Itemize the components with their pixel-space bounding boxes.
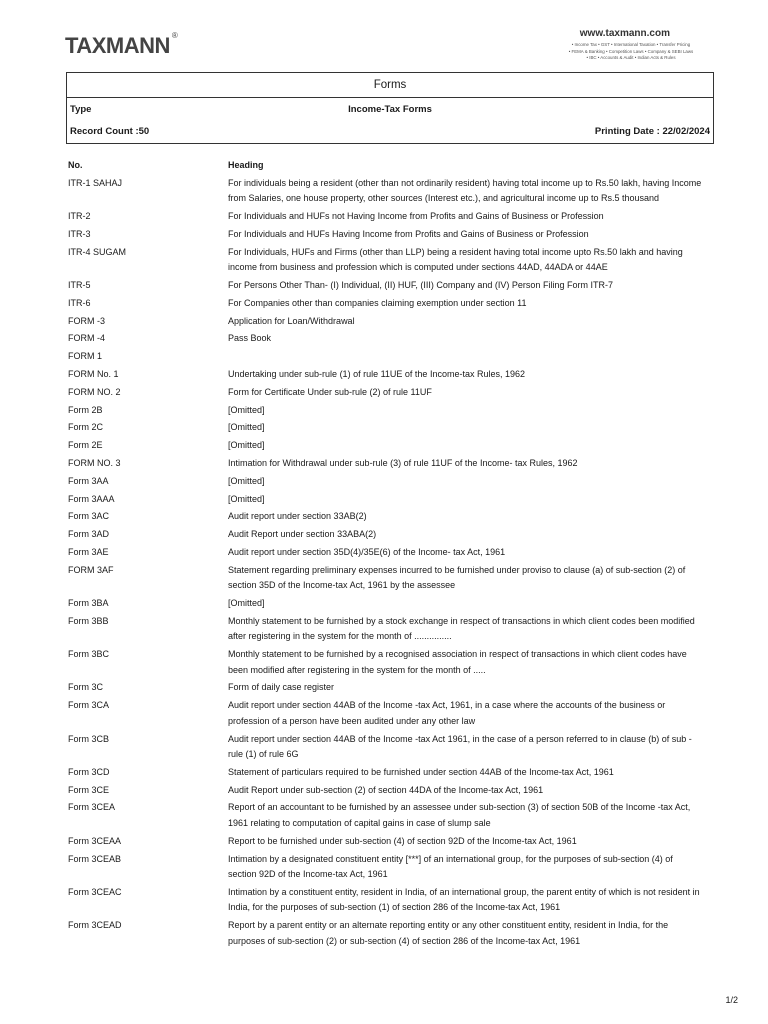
form-number: Form 3BC	[68, 649, 110, 660]
table-body	[68, 176, 702, 952]
logo-text: TAXMANN	[65, 33, 170, 58]
table-row	[68, 885, 702, 918]
form-number: Form 3CE	[68, 784, 110, 795]
page-number: 1/2	[725, 995, 738, 1005]
table-row	[68, 420, 702, 438]
forms-header-box	[66, 72, 714, 144]
table-row	[68, 800, 702, 833]
form-number: FORM 3AF	[68, 564, 114, 575]
table-row	[68, 456, 702, 474]
table-row	[68, 438, 702, 456]
printing-date: Printing Date : 22/02/2024	[594, 126, 710, 137]
form-number: Form 3CB	[68, 733, 110, 744]
form-number: FORM -4	[68, 333, 105, 344]
form-heading: Statement regarding preliminary expenses incurred to be furnished under proviso to clause (a) of sub-section (2) of section 35D of the Income-tax Act, 1961 by the assessee	[228, 564, 686, 591]
form-heading: For Persons Other Than- (I) Individual, (II) HUF, (III) Company and (IV) Person Filing Form ITR-7	[228, 279, 613, 290]
table-row	[68, 403, 702, 421]
form-number: ITR-5	[68, 279, 91, 290]
table-row	[68, 474, 702, 492]
form-heading: For individuals being a resident (other than not ordinarily resident) having total income up to Rs.50 lakh, having Income from Salaries, one house property, other sources (Interest etc.), and agricultural income up to Rs.5 thousand	[228, 177, 702, 204]
table-row	[68, 296, 702, 314]
form-number: Form 2C	[68, 422, 104, 433]
form-heading: Statement of particulars required to be furnished under section 44AB of the Income-tax Act, 1961	[228, 766, 614, 777]
form-number: Form 3AAA	[68, 493, 115, 504]
form-heading: Monthly statement to be furnished by a recognised association in respect of transactions in which client codes have been modified after registering in the system for the month of .....	[228, 649, 687, 675]
form-number: ITR-3	[68, 228, 91, 239]
table-row	[68, 614, 702, 647]
form-number: FORM 1	[68, 351, 103, 362]
form-number: Form 3CEAA	[68, 835, 122, 846]
form-heading: [Omitted]	[228, 440, 265, 451]
table-row	[68, 509, 702, 527]
form-number: ITR-2	[68, 211, 91, 222]
table-row	[68, 385, 702, 403]
form-heading: Report by a parent entity or an alternate reporting entity or any other constituent entity, resident in India, for the purposes of sub-section (2) or sub-section (4) of section 286 of the Income-tax Act, 1961	[228, 920, 669, 946]
table-row	[68, 732, 702, 765]
table-row	[68, 834, 702, 852]
table-row	[68, 209, 702, 227]
taxmann-logo	[65, 33, 177, 59]
table-row	[68, 176, 702, 209]
form-heading: [Omitted]	[228, 475, 265, 486]
form-number: FORM NO. 3	[68, 457, 121, 468]
form-number: Form 3CEA	[68, 802, 116, 813]
form-heading: Report of an accountant to be furnished by an assessee under sub-section (3) of section 50B of the Income -tax Act, 1961 relating to computation of capital gains in case of slump sale	[228, 802, 691, 828]
forms-table	[68, 158, 702, 951]
form-number: Form 3BA	[68, 598, 109, 609]
header-divider	[67, 97, 713, 98]
table-row	[68, 349, 702, 367]
tagline: • FEMA & Banking • Competition Laws • Company & SEBI Laws	[568, 48, 694, 54]
form-heading: For Companies other than companies claiming exemption under section 11	[228, 297, 527, 308]
table-row	[68, 765, 702, 783]
form-number: FORM NO. 2	[68, 386, 121, 397]
form-heading: [Omitted]	[228, 404, 265, 415]
form-heading: [Omitted]	[228, 598, 265, 609]
form-number: Form 3AD	[68, 529, 110, 540]
form-heading: Form for Certificate Under sub-rule (2) of rule 11UF	[228, 386, 432, 397]
table-row	[68, 245, 702, 278]
form-heading: Form of daily case register	[228, 682, 335, 693]
form-number: Form 3AE	[68, 546, 109, 557]
registered-mark: ®	[171, 31, 178, 40]
table-row	[68, 527, 702, 545]
table-row	[68, 545, 702, 563]
tagline: • IBC • Accounts & Audit • Indian Acts & Rules	[586, 55, 676, 61]
form-heading: Intimation by a constituent entity, resident in India, of an international group, the parent entity of which is not resident in India, for the purposes of sub-section (1) of section 286 of the Income-tax Act, 1961	[228, 886, 700, 913]
form-number: ITR-1 SAHAJ	[68, 177, 123, 188]
form-heading: Report to be furnished under sub-section (4) of section 92D of the Income-tax Act, 1961	[228, 835, 577, 846]
form-number: Form 3CEAC	[68, 886, 122, 897]
table-row	[68, 492, 702, 510]
table-row	[68, 852, 702, 885]
table-row	[68, 680, 702, 698]
form-heading: For Individuals and HUFs not Having Income from Profits and Gains of Business or Profession	[228, 211, 604, 222]
form-number: Form 3AC	[68, 511, 110, 522]
form-number: Form 3AA	[68, 475, 109, 486]
form-heading	[228, 349, 702, 367]
form-number: Form 3CEAB	[68, 853, 122, 864]
record-count: Record Count :50	[70, 126, 150, 137]
table-row	[68, 918, 702, 951]
table-row	[68, 783, 702, 801]
form-number: Form 3BB	[68, 615, 109, 626]
form-heading: Intimation for Withdrawal under sub-rule (3) of rule 11UF of the Income- tax Rules, 1962	[228, 457, 578, 468]
form-heading: Audit report under section 44AB of the Income -tax Act 1961, in the case of a person referred to in clause (b) of sub - rule (1) of rule 6G	[228, 733, 692, 760]
form-heading: Pass Book	[228, 333, 272, 344]
table-header-row	[68, 158, 702, 176]
type-label: Type	[70, 104, 92, 115]
form-number: Form 3CD	[68, 766, 110, 777]
form-heading: Undertaking under sub-rule (1) of rule 11UE of the Income-tax Rules, 1962	[228, 368, 525, 379]
forms-title: Forms	[373, 79, 407, 91]
table-row	[68, 647, 702, 680]
table-row	[68, 367, 702, 385]
table-row	[68, 278, 702, 296]
form-number: FORM No. 1	[68, 368, 119, 379]
form-heading: For Individuals and HUFs Having Income from Profits and Gains of Business or Profession	[228, 228, 589, 239]
form-number: Form 3CEAD	[68, 920, 122, 931]
form-number: Form 3CA	[68, 700, 110, 711]
form-heading: Monthly statement to be furnished by a stock exchange in respect of transactions in which client codes been modified after registering in the system for the month of ...............	[228, 615, 695, 642]
form-heading: Application for Loan/Withdrawal	[228, 315, 355, 326]
form-heading: Audit report under section 35D(4)/35E(6) of the Income- tax Act, 1961	[228, 546, 506, 557]
column-header-no: No.	[68, 160, 83, 170]
form-number: FORM -3	[68, 315, 105, 326]
form-heading: [Omitted]	[228, 422, 265, 433]
form-heading: For Individuals, HUFs and Firms (other than LLP) being a resident having total income upto Rs.50 lakh and having income from business and profession which is computed under sections 44AD, 44ADA or 44AE	[228, 246, 683, 273]
table-row	[68, 314, 702, 332]
form-heading: Intimation by a designated constituent entity [***] of an international group, for the purposes of sub-section (4) of section 92D of the Income-tax Act, 1961	[228, 853, 673, 879]
form-number: Form 2E	[68, 440, 103, 451]
form-number: Form 2B	[68, 404, 103, 415]
table-row	[68, 698, 702, 731]
table-row	[68, 563, 702, 596]
brand-taglines	[556, 42, 706, 62]
table-row	[68, 596, 702, 614]
table-row	[68, 331, 702, 349]
table-row	[68, 227, 702, 245]
form-heading: Audit report under section 33AB(2)	[228, 511, 367, 522]
tagline: • Income Tax • GST • International Taxation • Transfer Pricing	[571, 42, 691, 47]
column-header-heading: Heading	[228, 160, 264, 170]
form-heading: [Omitted]	[228, 493, 265, 504]
form-heading: Audit Report under section 33ABA(2)	[228, 529, 377, 540]
type-value: Income-Tax Forms	[348, 104, 432, 115]
form-number: ITR-4 SUGAM	[68, 246, 127, 257]
form-heading: Audit report under section 44AB of the Income -tax Act, 1961, in a case where the accounts of the business or profession of a person have been audited under any other law	[228, 700, 666, 726]
form-heading: Audit Report under sub-section (2) of section 44DA of the Income-tax Act, 1961	[228, 784, 544, 795]
website-url: www.taxmann.com	[579, 28, 670, 39]
form-number: Form 3C	[68, 682, 104, 693]
form-number: ITR-6	[68, 297, 91, 308]
